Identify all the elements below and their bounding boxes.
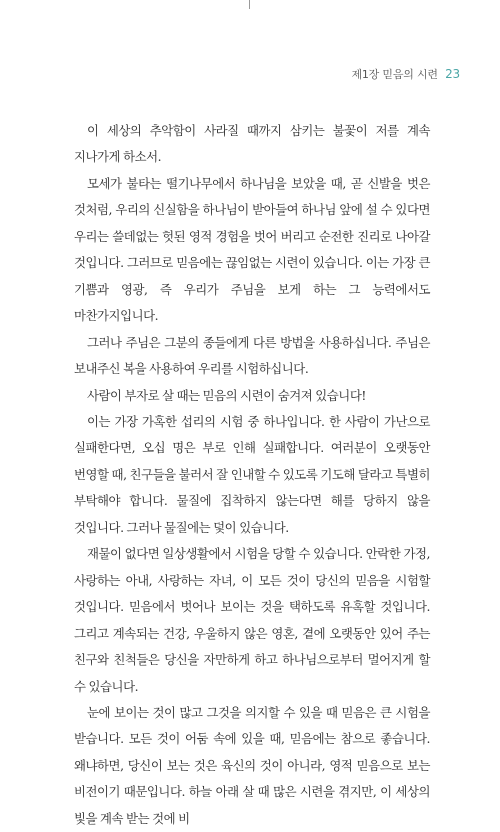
body-text bbox=[74, 118, 430, 832]
paragraph-3: 그러나 주님은 그분의 종들에게 다른 방법을 사용하십니다. 주님은 보내주신 복을 사용하여 우리를 시험하십니다. bbox=[74, 334, 430, 377]
top-crop-mark bbox=[249, 0, 250, 9]
paragraph-5: 이는 가장 가혹한 섭리의 시험 중 하나입니다. 한 사람이 가난으로 실패한다면, 오십 명은 부로 인해 실패합니다. 여러분이 오랫동안 번영할 때, 친구들을 불러서 잘 인내할 수 있도록 기도해 달라고 특별히 부탁해야 합니다. 물질에 집착하지 않는다면 해를 당하지 않을 것입니다. 그러나 물질에는 덫이 있습니다. bbox=[74, 413, 430, 535]
paragraph-6: 재물이 없다면 일상생활에서 시험을 당할 수 있습니다. 안락한 가정, 사랑하는 아내, 사랑하는 자녀, 이 모든 것이 당신의 믿음을 시험할 것입니다. 믿음에서 벗어나 보이는 것을 택하도록 유혹할 것입니다. 그리고 계속되는 건강, 우울하지 않은 영혼, 곁에 오랫동안 있어 주는 친구와 친척들은 당신을 자만하게 하고 하나님으로부터 멀어지게 할 수 있습니다. bbox=[74, 546, 430, 694]
chapter-title: 제1장 믿음의 시련 bbox=[351, 68, 438, 81]
paragraph-1: 이 세상의 추악함이 사라질 때까지 삼키는 불꽃이 저를 계속 지나가게 하소서. bbox=[74, 123, 430, 165]
running-header bbox=[351, 66, 460, 82]
paragraph-7: 눈에 보이는 것이 많고 그것을 의지할 수 있을 때 믿음은 큰 시험을 받습니다. 모든 것이 어둠 속에 있을 때, 믿음에는 참으로 좋습니다. 왜냐하면, 당신이 보는 것은 육신의 것이 아니라, 영적 믿음으로 보는 비전이기 때문입니다. 하늘 아래 살 때 많은 시련을 겪지만, 이 세상의 빛을 계속 받는 것에 비 bbox=[74, 704, 430, 826]
paragraph-2: 모세가 불타는 떨기나무에서 하나님을 보았을 때, 곧 신발을 벗은 것처럼, 우리의 신실함을 하나님이 받아들여 하나님 앞에 설 수 있다면 우리는 쓸데없는 헛된 영적 경험을 벗어 버리고 순전한 진리로 나아갈 것입니다. 그러므로 믿음에는 끊임없는 시련이 있습니다. 이는 가장 큰 기쁨과 영광, 즉 우리가 주님을 보게 하는 그 능력에서도 마찬가지입니다. bbox=[74, 175, 430, 324]
paragraph-4: 사람이 부자로 살 때는 믿음의 시련이 숨겨져 있습니다! bbox=[87, 387, 366, 403]
page-number: 23 bbox=[445, 67, 460, 81]
